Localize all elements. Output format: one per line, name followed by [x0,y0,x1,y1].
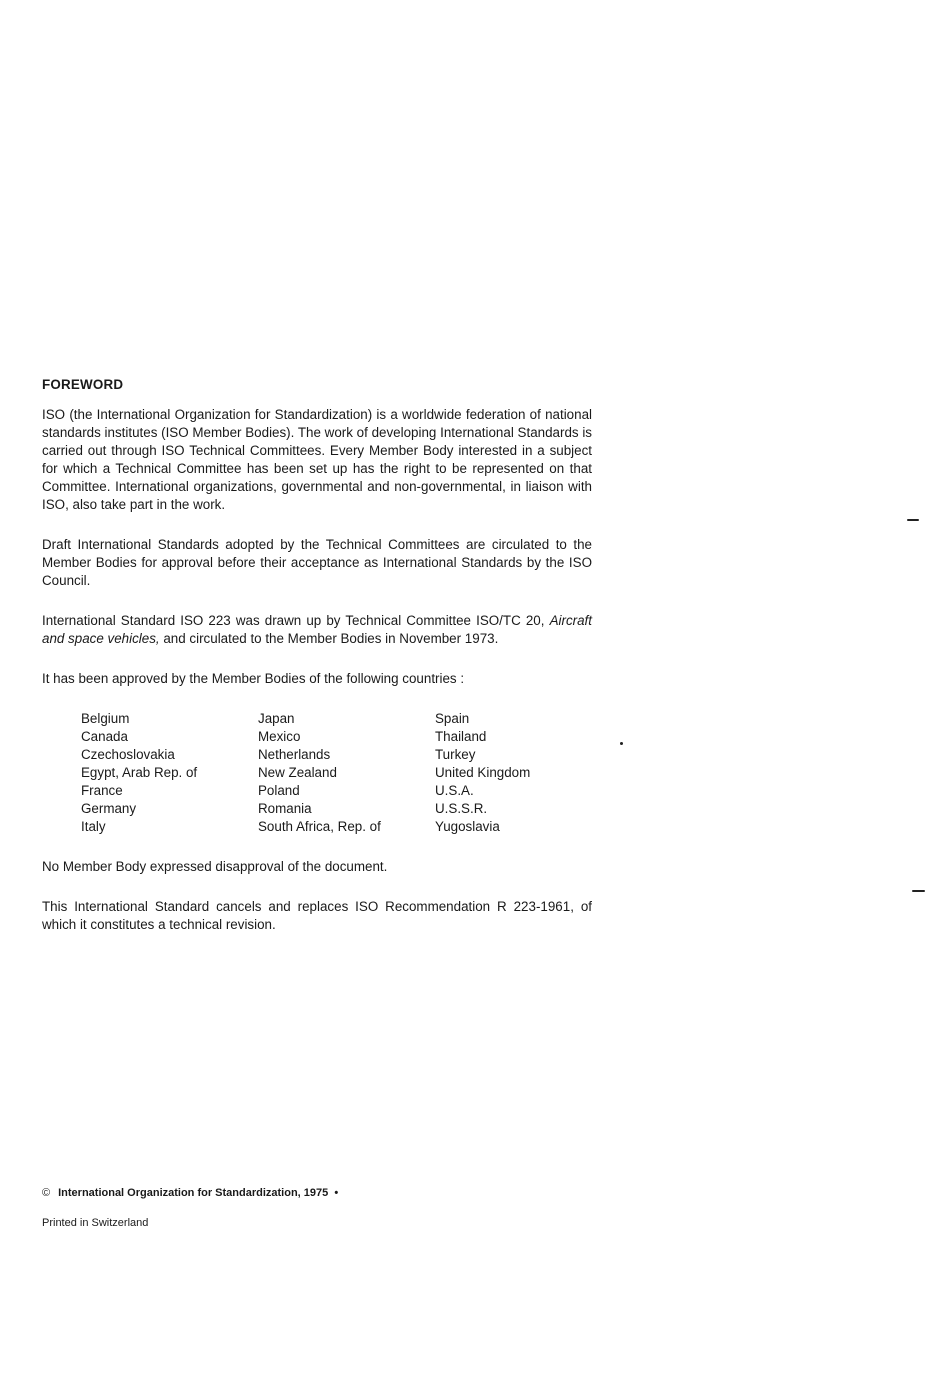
country-item: Czechoslovakia [81,747,175,762]
country-item: Turkey [435,747,476,762]
approving-countries-list [81,710,592,836]
scan-mark [912,890,925,892]
country-item: Italy [81,819,106,834]
scan-mark [907,519,919,521]
country-item: Yugoslavia [435,819,500,834]
copyright-icon: © [42,1187,51,1199]
country-item: Egypt, Arab Rep. of [81,765,198,780]
standard-intro-text: International Standard ISO 223 was drawn up by Technical Committee ISO/TC 20, [42,613,545,628]
country-item: France [81,783,123,798]
scan-mark [620,742,623,745]
countries-column-3 [435,710,612,836]
foreword-paragraph-iso: ISO (the International Organization for Standardization) is a worldwide federation of national standards institutes (ISO Member Bodies). The work of developing International Standards is carried out through ISO Technical Committees. Every Member Body interested in a subject for which a Technical Committee has been set up has the right to be represented on that Committee. International organizations, governmental and non-governmental, in liaison with ISO, also take part in the work. [42,407,592,512]
country-item: Japan [258,711,295,726]
country-item: South Africa, Rep. of [258,819,381,834]
foreword-heading: FOREWORD [42,377,124,392]
committee-title: Aircraft and space vehicles, [42,613,592,646]
countries-column-1 [81,710,258,836]
country-item: Canada [81,729,128,744]
country-item: Germany [81,801,137,816]
country-item: Poland [258,783,300,798]
country-item: Spain [435,711,470,726]
foreword-paragraph-standard [42,612,592,648]
printed-in-line: Printed in Switzerland [42,1217,149,1229]
country-item: Romania [258,801,312,816]
country-item: New Zealand [258,765,337,780]
country-item: U.S.A. [435,783,474,798]
foreword-paragraph-replaces: This International Standard cancels and replaces ISO Recommendation R 223-1961, of which it constitutes a technical revision. [42,899,592,932]
foreword-paragraph-approval: It has been approved by the Member Bodies of the following countries : [42,671,465,686]
country-item: Netherlands [258,747,331,762]
foreword-paragraph-disapproval: No Member Body expressed disapproval of the document. [42,859,388,874]
country-item: Belgium [81,711,130,726]
standard-circulated-text: and circulated to the Member Bodies in November 1973. [163,631,499,646]
bullet-icon: • [334,1187,339,1199]
country-item: United Kingdom [435,765,531,780]
foreword-paragraph-drafts: Draft International Standards adopted by the Technical Committees are circulated to the Member Bodies for approval before their acceptance as International Standards by the ISO Council. [42,537,592,588]
copyright-text: International Organization for Standardization, 1975 [58,1187,329,1199]
country-item: U.S.S.R. [435,801,488,816]
countries-column-2 [258,710,435,836]
country-item: Mexico [258,729,301,744]
foreword-section [42,376,592,934]
copyright-line [42,1187,338,1199]
country-item: Thailand [435,729,487,744]
